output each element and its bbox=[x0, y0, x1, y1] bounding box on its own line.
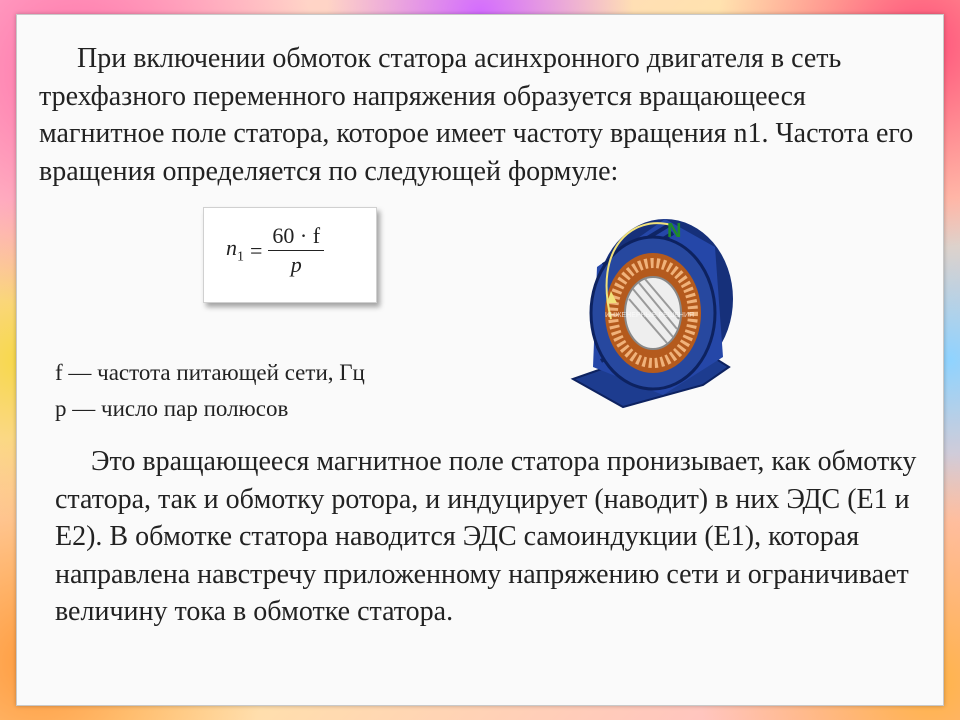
legend-item-f: f — частота питающей сети, Гц bbox=[55, 360, 365, 385]
formula-lhs bbox=[226, 235, 244, 265]
intro-paragraph: При включении обмоток статора асинхронного двигателя в сеть трехфазного переменного напряжения образуется вращающееся магнитное поле статора, которое имеет частоту вращения n1. Частота его вращения определяется по следующей формуле: bbox=[39, 43, 914, 187]
formula-numerator: 60 · f bbox=[268, 222, 324, 251]
formula-symbol: n bbox=[226, 235, 237, 261]
formula-subscript: 1 bbox=[237, 249, 244, 265]
formula-image bbox=[203, 207, 377, 303]
stator-motor-illustration bbox=[553, 207, 739, 423]
rotation-frequency-formula bbox=[226, 222, 324, 279]
formula-fraction bbox=[268, 222, 324, 279]
formula-legend bbox=[55, 355, 365, 427]
formula-equals: = bbox=[250, 237, 263, 263]
slide-card bbox=[16, 14, 944, 706]
image-watermark: ИНЖЕНЕРНЫЕ РЕШЕНИЯ bbox=[605, 312, 695, 319]
formula-denominator: p bbox=[290, 252, 302, 277]
pole-label-n: N bbox=[667, 220, 682, 242]
explanation-paragraph: Это вращающееся магнитное поле статора пронизывает, как обмотку статора, так и обмотку ротора, и индуцирует (наводит) в них ЭДС (Е1 и Е2). В обмотке статора наводится ЭДС самоиндукции (Е1), которая направлена навстречу приложенному напряжению сети и ограничивает величину тока в обмотке статора. bbox=[55, 446, 917, 627]
legend-item-p: p — число пар полюсов bbox=[55, 396, 289, 421]
